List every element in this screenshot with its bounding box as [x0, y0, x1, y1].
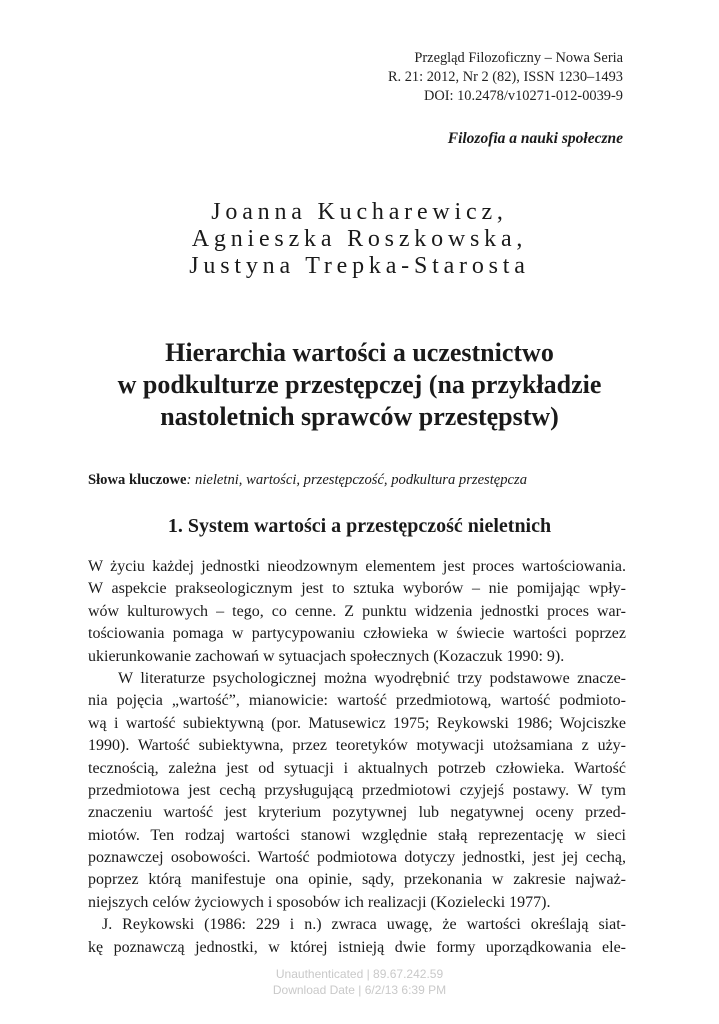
journal-issue: R. 21: 2012, Nr 2 (82), ISSN 1230–1493 [387, 69, 623, 85]
body-line: nia pojęcia „wartość”, mianowicie: wartość przedmiotową, wartość podmioto- [88, 692, 626, 710]
section-heading: 1. System wartości a przestępczość nieletnich [167, 515, 552, 537]
body-line: W życiu każdej jednostki nieodzownym elementem jest proces wartościowania. [88, 558, 626, 575]
body-line: J. Reykowski (1986: 229 i n.) zwraca uwagę, że wartości określają siat- [102, 916, 626, 934]
title-line: w podkulturze przestępczej (na przykładzie [117, 370, 602, 399]
author-name: Agnieszka Roszkowska, [191, 226, 528, 252]
author-name: Justyna Trepka-Starosta [189, 253, 530, 279]
keywords-colon: : [186, 472, 192, 488]
body-line: miotów. Ten rodzaj wartości stanowi względnie stałą reprezentację w sieci [88, 826, 626, 844]
body-line: tecznością, zależna jest od sytuacji i aktualnych potrzeb człowieka. Wartość [88, 759, 626, 777]
article-title [0, 337, 719, 433]
article-body [88, 556, 626, 959]
download-watermark [0, 966, 719, 998]
journal-section: Filozofia a nauki społeczne [447, 130, 623, 147]
author-list [0, 199, 719, 280]
watermark-line: Download Date | 6/2/13 6:39 PM [272, 983, 447, 997]
body-line: poprzez którą manifestuje ona opinie, sądy, przekonania w zakresie najważ- [88, 871, 626, 889]
body-line: tościowania pomaga w partycypowaniu człowieka w świecie wartości poprzez [88, 625, 626, 643]
keywords [88, 472, 527, 489]
body-line: 1990). Wartość subiektywna, przez teoretyków motywacji utożsamiana z uży- [88, 737, 626, 755]
body-line: kę poznawczą jednostki, w której istnieją dwie formy uporządkowania ele- [88, 938, 626, 956]
journal-name: Przegląd Filozoficzny – Nowa Seria [414, 50, 623, 66]
body-line: wą i wartość subiektywną (por. Matusewicz 1975; Reykowski 1986; Wojciszke [88, 714, 626, 732]
journal-metadata [388, 49, 623, 106]
body-line: niejszych celów życiowych i sposobów ich realizacji (Kozielecki 1977). [88, 893, 551, 911]
watermark-line: Unauthenticated | 89.67.242.59 [275, 967, 444, 981]
title-line: Hierarchia wartości a uczestnictwo [165, 338, 554, 367]
journal-doi: DOI: 10.2478/v10271-012-0039-9 [423, 88, 623, 104]
body-line: poznawczej osobowości. Wartość podmiotowa dotyczy jednostki, jest jej cechą, [88, 849, 626, 867]
body-line: W aspekcie prakseologicznym jest to sztuka wyborów – nie pomijając wpły- [88, 580, 626, 598]
body-line: wów kulturowych – tego, co cenne. Z punktu widzenia jednostki proces war- [88, 602, 626, 620]
body-line: przedmiotowa jest cechą przysługującą przedmiotowi czyjejś postawy. W tym [88, 781, 626, 799]
title-line: nastoletnich sprawców przestępstw) [160, 402, 559, 431]
author-name: Joanna Kucharewicz, [211, 199, 508, 225]
body-line: ukierunkowanie zachowań w sytuacjach społecznych (Kozaczuk 1990: 9). [88, 647, 565, 665]
keywords-list: nieletni, wartości, przestępczość, podkultura przestępcza [191, 472, 528, 488]
body-line: znaczeniu wartość jest kryterium pozytywnej lub negatywnej oceny przed- [88, 804, 626, 822]
keywords-label: Słowa kluczowe [88, 472, 187, 488]
body-line: W literaturze psychologicznej można wyodrębnić trzy podstawowe znacze- [118, 669, 626, 687]
